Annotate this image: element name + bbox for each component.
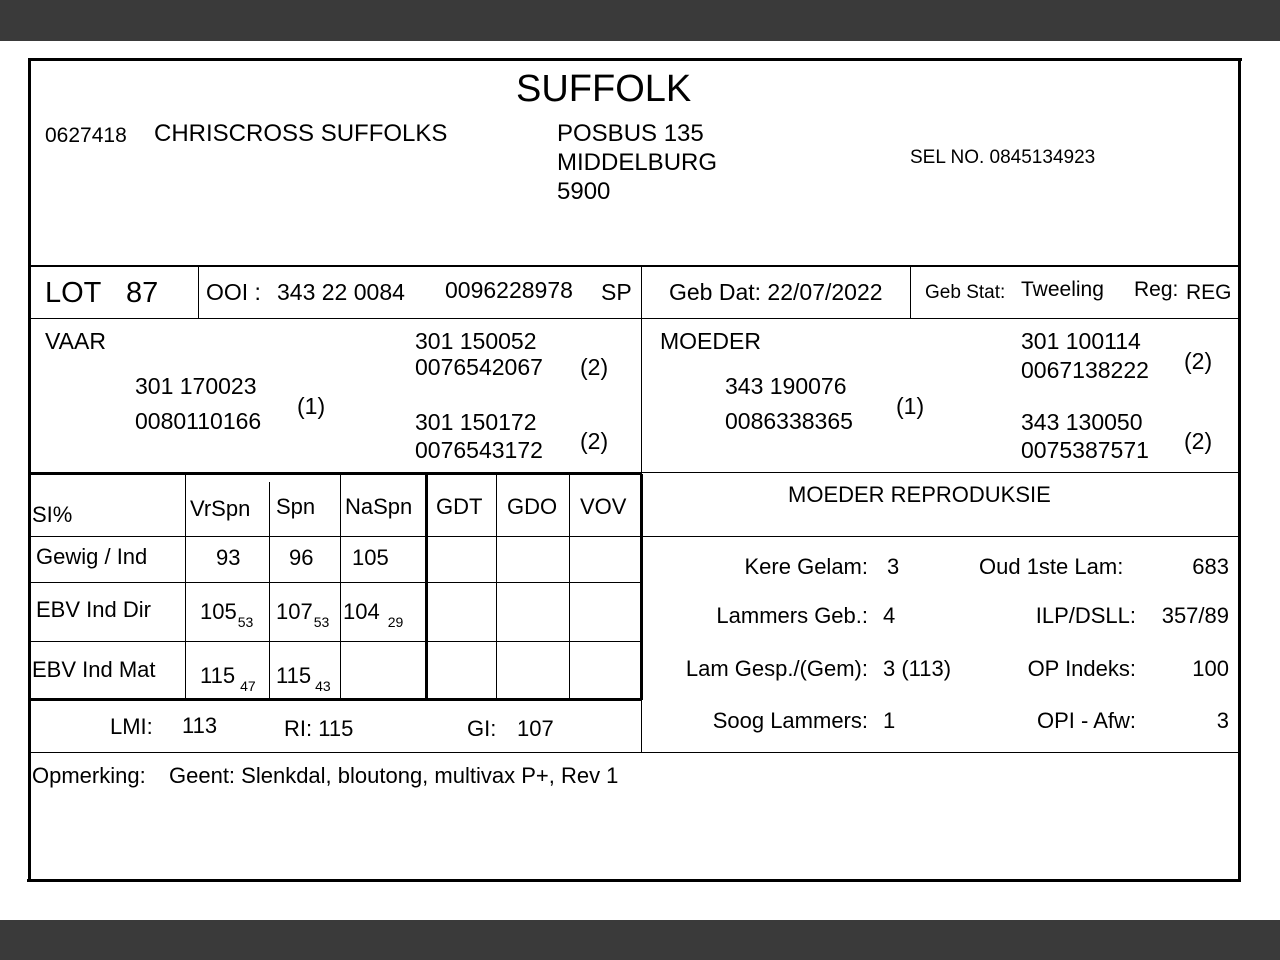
header-vrspn: VrSpn	[190, 496, 251, 521]
dam-id: 343 190076	[725, 373, 847, 399]
lammers-geb-label: Lammers Geb.:	[716, 603, 868, 628]
vline-col-3	[340, 474, 341, 700]
dam-tag: 0086338365	[725, 408, 853, 434]
dam-label: MOEDER	[660, 328, 761, 354]
header-naspn: NaSpn	[345, 494, 413, 519]
soog-lammers-value: 1	[883, 708, 896, 733]
sire-generation: (1)	[297, 393, 326, 419]
oud-eerste-lam-value: 683	[1192, 554, 1229, 579]
sire-dam-id: 301 150172	[415, 409, 537, 435]
birth-status-label: Geb Stat:	[925, 282, 1006, 303]
ri-index: RI: 115	[284, 716, 354, 741]
reproduction-title: MOEDER REPRODUKSIE	[788, 482, 1051, 507]
sire-dam-tag: 0076543172	[415, 437, 543, 463]
birth-date: Geb Dat: 22/07/2022	[669, 279, 883, 305]
ebv-dir-vrspn: $105_{53}$	[200, 599, 254, 630]
divider-row-1	[31, 582, 642, 583]
vline-col-5	[496, 474, 497, 700]
sire-dam-generation: (2)	[580, 428, 609, 454]
ebv-dir-spn: $107_{53}$	[276, 599, 330, 630]
divider-lot-row	[31, 318, 1238, 319]
ebv-dir-vrspn-accuracy: 53	[237, 614, 254, 630]
row-label-ebv-mat: EBV Ind Mat	[32, 657, 156, 682]
divider-table-header	[31, 536, 1238, 537]
op-indeks-value: 100	[1192, 656, 1229, 681]
kere-gelam-value: 3	[887, 554, 900, 579]
op-indeks-label: OP Indeks:	[1027, 656, 1136, 681]
gewig-spn: 96	[289, 545, 314, 570]
gi-value: 107	[517, 716, 554, 741]
gi-label: GI:	[467, 716, 497, 741]
oud-eerste-lam-label: Oud 1ste Lam:	[979, 554, 1124, 579]
header-vov: VOV	[580, 494, 627, 519]
lmi-label: LMI:	[110, 714, 153, 739]
dam-sire-generation: (2)	[1184, 348, 1213, 374]
divider-pedigree	[31, 472, 642, 475]
reg-label: Reg:	[1134, 278, 1179, 301]
ooi-label: OOI :	[206, 279, 261, 305]
dam-dam-id: 343 130050	[1021, 409, 1143, 435]
opi-afw-value: 3	[1216, 708, 1229, 733]
sel-number: SEL NO. 0845134923	[910, 147, 1096, 168]
lammers-geb-value: 4	[883, 603, 896, 628]
lot-label: LOT	[45, 277, 102, 309]
breed-title: SUFFOLK	[516, 68, 692, 110]
ebv-dir-naspn-accuracy: 29	[387, 614, 404, 630]
sire-label: VAAR	[45, 328, 106, 354]
sire-sire-tag: 0076542067	[415, 354, 543, 380]
header-si-percent: SI%	[32, 502, 73, 527]
vline-col-7	[640, 474, 643, 700]
header-gdt: GDT	[436, 494, 483, 519]
ebv-mat-spn-accuracy: 43	[315, 678, 331, 694]
vline-stat	[910, 267, 911, 319]
ilp-dsll-value: 357/89	[1161, 603, 1229, 628]
breeder-name: CHRISCROSS SUFFOLKS	[154, 120, 448, 147]
remark-text: Geent: Slenkdal, bloutong, multivax P+, Rev 1	[169, 763, 619, 788]
opi-afw-label: OPI - Afw:	[1036, 708, 1136, 733]
divider-row-2	[31, 641, 642, 642]
gewig-naspn: 105	[352, 545, 389, 570]
ilp-dsll-label: ILP/DSLL:	[1035, 603, 1136, 628]
breeder-address-line-3: 5900	[557, 178, 611, 205]
breeder-code: 0627418	[45, 124, 127, 147]
ebv-mat-vrspn-accuracy: 47	[240, 678, 256, 694]
vline-col-2	[269, 482, 270, 700]
lam-gesp-value: 3 (113)	[883, 656, 952, 681]
reg-value: REG	[1186, 281, 1232, 304]
header-spn: Spn	[276, 494, 316, 519]
header-gdo: GDO	[507, 494, 558, 519]
sire-sire-id: 301 150052	[415, 328, 537, 354]
ebv-dir-spn-accuracy: 53	[313, 614, 330, 630]
divider-table-bottom	[31, 698, 642, 701]
sp-marker: SP	[601, 279, 632, 305]
dam-generation: (1)	[896, 393, 925, 419]
remark-label: Opmerking:	[32, 763, 146, 788]
sire-id: 301 170023	[135, 373, 257, 399]
ebv-mat-vrspn: 115 $_{47}$	[200, 663, 256, 694]
dam-sire-id: 301 100114	[1021, 328, 1141, 354]
ooi-value: 343 22 0084	[277, 279, 405, 305]
border-left	[28, 58, 31, 882]
kere-gelam-label: Kere Gelam:	[744, 554, 868, 579]
border-right	[1238, 58, 1241, 882]
border-bottom	[27, 879, 1241, 882]
dam-dam-tag: 0075387571	[1021, 437, 1149, 463]
lam-gesp-label: Lam Gesp./(Gem):	[685, 656, 868, 681]
border-top	[29, 58, 1242, 61]
dam-dam-generation: (2)	[1184, 428, 1213, 454]
lmi-value: 113	[182, 713, 218, 738]
lot-number: 87	[126, 277, 159, 309]
vline-col-1	[185, 474, 186, 700]
birth-status-value: Tweeling	[1021, 278, 1104, 301]
sire-tag: 0080110166	[135, 408, 262, 434]
ebv-dir-naspn: 104 $_{29}$	[343, 599, 404, 630]
vline-col-4	[425, 474, 428, 700]
divider-header	[31, 265, 1238, 267]
vline-lot	[198, 267, 199, 319]
sire-sire-generation: (2)	[580, 354, 609, 380]
divider-pedigree-right	[642, 472, 1238, 473]
breeder-address-line-1: POSBUS 135	[557, 120, 704, 147]
gewig-vrspn: 93	[216, 545, 241, 570]
vline-col-6	[569, 474, 570, 700]
soog-lammers-label: Soog Lammers:	[712, 708, 868, 733]
breeder-address-line-2: MIDDELBURG	[557, 149, 718, 176]
ebv-mat-spn: 115 $_{43}$	[276, 663, 331, 694]
animal-tag: 0096228978	[445, 277, 573, 303]
dam-sire-tag: 0067138222	[1021, 357, 1149, 383]
row-label-gewig: Gewig / Ind	[36, 544, 148, 569]
divider-remark	[31, 752, 1238, 753]
row-label-ebv-dir: EBV Ind Dir	[36, 597, 151, 622]
